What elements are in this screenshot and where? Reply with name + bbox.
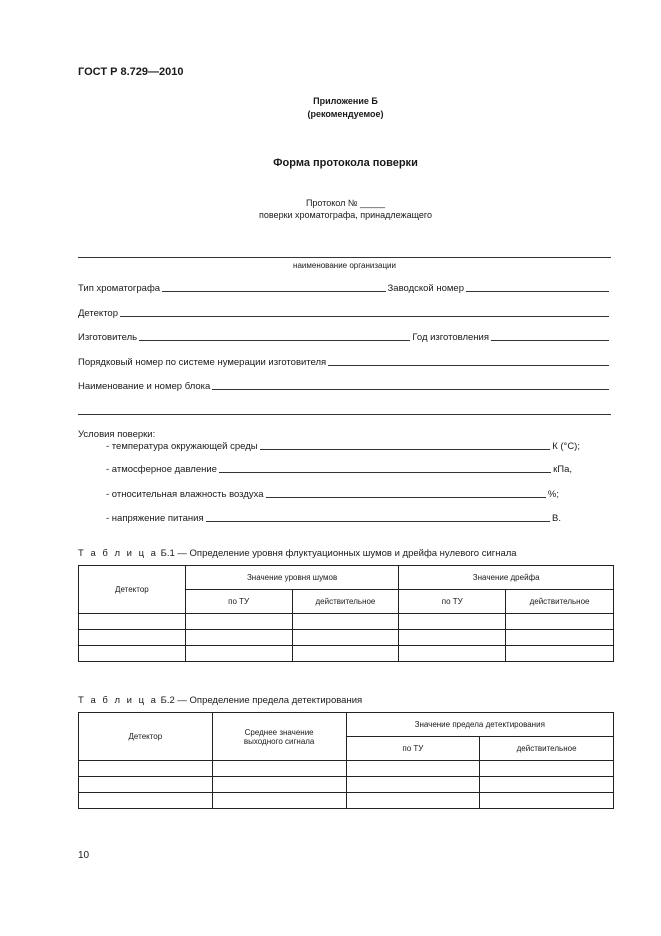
table-cell[interactable] [79, 614, 186, 630]
pressure-label: - атмосферное давление [106, 464, 217, 475]
page-number: 10 [78, 850, 90, 861]
field-row-seq-number [78, 357, 611, 368]
block-label: Наименование и номер блока [78, 381, 211, 392]
extra-line[interactable] [78, 414, 611, 415]
detector-input[interactable] [120, 316, 609, 317]
conditions-title: Условия поверки: [78, 429, 156, 440]
chromatograph-type-label: Тип хроматографа [78, 283, 161, 294]
table2-caption [78, 695, 362, 706]
temperature-unit: К (°С); [552, 441, 580, 452]
table-b1 [78, 565, 614, 662]
temperature-input[interactable] [260, 449, 551, 450]
table-cell[interactable] [399, 630, 506, 646]
voltage-input[interactable] [206, 521, 550, 522]
appendix-subtitle: (рекомендуемое) [307, 109, 384, 119]
seq-number-input[interactable] [328, 365, 609, 366]
table2-caption-prefix: Т а б л и ц а [78, 695, 158, 706]
table-cell[interactable] [185, 646, 292, 662]
table-cell[interactable] [480, 761, 614, 777]
protocol-subject: поверки хроматографа, принадлежащего [259, 210, 432, 220]
standard-designation: ГОСТ Р 8.729—2010 [78, 66, 184, 78]
table-cell[interactable] [185, 614, 292, 630]
serial-number-input[interactable] [466, 291, 609, 292]
table-cell[interactable] [212, 777, 346, 793]
field-row-type-serial [78, 283, 611, 294]
table-b2 [78, 712, 614, 809]
chromatograph-type-input[interactable] [162, 291, 385, 292]
field-row-detector [78, 308, 611, 319]
pressure-unit: кПа, [553, 464, 572, 475]
humidity-unit: %; [547, 489, 559, 500]
table-cell[interactable] [480, 793, 614, 809]
seq-number-label: Порядковый номер по системе нумерации изготовителя [78, 357, 327, 368]
table-cell[interactable] [506, 614, 614, 630]
table-cell[interactable] [292, 630, 399, 646]
table-cell[interactable] [480, 777, 614, 793]
table1-caption-prefix: Т а б л и ц а [78, 548, 158, 559]
table2-limit-tu: по ТУ [346, 737, 480, 761]
table-cell[interactable] [212, 793, 346, 809]
organization-caption: наименование организации [293, 261, 396, 270]
table2-header-detector: Детектор [79, 713, 213, 761]
table-cell[interactable] [346, 777, 480, 793]
table-cell[interactable] [79, 761, 213, 777]
table-cell[interactable] [399, 614, 506, 630]
table-cell[interactable] [79, 630, 186, 646]
table-row [79, 777, 614, 793]
table-cell[interactable] [506, 630, 614, 646]
voltage-label: - напряжение питания [106, 513, 204, 524]
table1-header-detector: Детектор [79, 566, 186, 614]
table-row [79, 646, 614, 662]
table-cell[interactable] [292, 646, 399, 662]
table1-drift-tu: по ТУ [399, 590, 506, 614]
humidity-input[interactable] [266, 497, 546, 498]
table-row [79, 793, 614, 809]
table-cell[interactable] [79, 777, 213, 793]
protocol-number: Протокол № _____ [305, 198, 386, 208]
table-cell[interactable] [346, 761, 480, 777]
temperature-label: - температура окружающей среды [106, 441, 258, 452]
voltage-unit: В. [552, 513, 561, 524]
table-row [79, 630, 614, 646]
condition-voltage [106, 513, 561, 524]
condition-temperature [106, 441, 580, 452]
table1-caption [78, 548, 517, 559]
table-cell[interactable] [506, 646, 614, 662]
appendix-title: Приложение Б [313, 96, 378, 106]
table2-limit-actual: действительное [480, 737, 614, 761]
table-cell[interactable] [212, 761, 346, 777]
table-row [79, 614, 614, 630]
manufacturer-label: Изготовитель [78, 332, 138, 343]
table-cell[interactable] [79, 646, 186, 662]
pressure-input[interactable] [219, 472, 551, 473]
manufacturer-input[interactable] [139, 340, 410, 341]
table1-caption-text: Б.1 — Определение уровня флуктуационных шумов и дрейфа нулевого сигнала [160, 548, 517, 559]
table1-drift-actual: действительное [506, 590, 614, 614]
field-row-manufacturer-year [78, 332, 611, 343]
detector-label: Детектор [78, 308, 119, 319]
table-cell[interactable] [346, 793, 480, 809]
block-input[interactable] [212, 389, 609, 390]
table-cell[interactable] [79, 793, 213, 809]
table-cell[interactable] [185, 630, 292, 646]
table1-header-drift: Значение дрейфа [399, 566, 614, 590]
field-row-block [78, 381, 611, 392]
condition-humidity [106, 489, 559, 500]
humidity-label: - относительная влажность воздуха [106, 489, 264, 500]
table-row [79, 761, 614, 777]
table-cell[interactable] [292, 614, 399, 630]
condition-pressure [106, 464, 572, 475]
table1-header-noise: Значение уровня шумов [185, 566, 399, 590]
table1-noise-actual: действительное [292, 590, 399, 614]
serial-number-label: Заводской номер [387, 283, 464, 294]
table2-header-limit: Значение предела детектирования [346, 713, 613, 737]
year-input[interactable] [491, 340, 609, 341]
table2-caption-text: Б.2 — Определение предела детектирования [160, 695, 363, 706]
organization-line[interactable] [78, 257, 611, 258]
table-cell[interactable] [399, 646, 506, 662]
year-label: Год изготовления [412, 332, 489, 343]
table2-header-avg: Среднее значение выходного сигнала [212, 713, 346, 761]
form-title: Форма протокола поверки [273, 157, 418, 169]
table1-noise-tu: по ТУ [185, 590, 292, 614]
